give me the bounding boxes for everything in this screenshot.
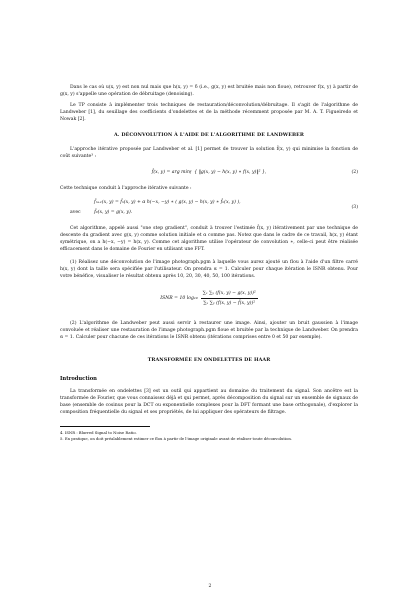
- equation-3-avec: avec: [70, 210, 81, 215]
- equation-2-sub: f: [189, 169, 192, 174]
- equation-3-number: (3): [351, 205, 358, 210]
- equation-isnr-denominator: ∑ₓ ∑ᵧ (f(x, y) − f̂(x, y))²: [203, 300, 256, 306]
- equation-iterative: [60, 197, 358, 219]
- footnote-4: 4. ISNR : Blurred Signal to Noise Ratio.: [60, 430, 137, 435]
- paragraph-landweber-2: Cette technique conduit à l'approche itérative suivante :: [60, 186, 192, 191]
- equation-2-lhs: f̂(x, y) = arg min: [151, 169, 190, 175]
- equation-2-rhs: { ‖g(x, y) − h(x, y) ∗ f(x, y)‖² },: [194, 169, 267, 175]
- section-heading-haar: TRANSFORMÉE EN ONDELETTES DE HAAR: [147, 357, 271, 363]
- paragraph-landweber-3: Cet algorithme, appelé aussi "one step gradient", conduit à trouver l'estimée f̂(x, y) itérativement par une technique de descente du gradient avec g(x, y) comme solution initiale et α comme pas. Notez que dans le cadre de ce travail, h(x, y) étant symétrique, on a h(−x, −y) = h(x, y). Comme cet algorithme utilise l'opérateur de convolution ∗, celle-ci peut être réalisée efficacement dans le domaine de Fourier en utilisant une FFT.: [60, 226, 358, 252]
- footnote-5: 5. En pratique, on doit préalablement estimer ce flou à partir de l'image originale avant de réaliser toute déconvolution.: [60, 435, 293, 441]
- equation-2-number: (2): [351, 169, 358, 175]
- equation-3-line-2-wrap: [70, 209, 132, 216]
- equation-cost-function: [60, 165, 358, 179]
- paragraph-question-2: (2) L'algorithme de Landweber peut aussi servir à restaurer une image. Ainsi, ajouter un bruit gaussien à l'image convoluée et réaliser une restauration de l'image photograph.pgm floue et bruitée par la technique de Landweber. On prendra α = 1. Calculer pour chacune de ces itérations le ISNR obtenu (itérations comprises entre 0 et 50 par exemple).: [60, 321, 358, 340]
- equation-isnr-lhs: ISNR = 10 log₁₀: [160, 295, 198, 301]
- equation-isnr: [60, 284, 358, 312]
- paragraph-intro-2: Le TP consiste à implémenter trois techniques de restauration/déconvolution/débruitage. Il s'agit de l'algorithme de Landweber [1], du seuillage des coefficients d'ondelettes et de la méthode récemment proposée par M. A. T. Figueiredo et Nowak [2].: [60, 103, 358, 122]
- paragraph-landweber-1: L'approche itérative proposée par Landweber et al. [1] permet de trouver la solution f̂(x, y) qui minimise la fonction de coût suivante³ :: [60, 147, 358, 159]
- footnote-rule: [60, 426, 150, 427]
- equation-isnr-numerator: ∑ₓ ∑ᵧ (f(x, y) − g(x, y))²: [201, 290, 258, 299]
- paragraph-haar-1: La transformée en ondelettes [3] est un outil qui appartient au domaine du traitement du signal. Son ancêtre est la transformée de Fourier, que vous connaissez déjà et qui permet, après décomposition du signal sur un ensemble de signaux de base (ensemble de cosinus pour la DCT ou exponentielle complexes pour la DFT formant une base orthogonale), d'explorer la composition fréquentielle du signal et ses propriétés, de lui appliquer des opérateurs de filtrage.: [60, 389, 358, 415]
- equation-3-line-2: f̂₀(x, y) = g(x, y).: [94, 210, 133, 215]
- page-number: 2: [208, 584, 212, 589]
- subsection-heading-introduction: Introduction: [60, 376, 97, 382]
- paragraph-intro-1: Dans le cas où u(x, y) est non nul mais que h(x, y) = δ (i.e., g(x, y) est bruitée mais non floue), retrouver f(x, y) à partir de g(x, y) s'appelle une opération de débruitage (denoising).: [60, 85, 358, 97]
- equation-3-line-1: f̂ₙ₊₁(x, y) = f̂ₙ(x, y) + α h(−x, −y) ∗ ( g(x, y) − h(x, y) ∗ f̂ₙ(x, y) ),: [94, 200, 241, 205]
- paragraph-question-1: (1) Réalisez une déconvolution de l'image photograph.pgm à laquelle vous aurez ajouté un flou à l'aide d'un filtre carré h(x, y) dont la taille sera spécifiée par l'utilisateur. On prendra α = 1. Calculer pour chaque itération le ISNR obtenu. Pour votre bénéfice, visualiser le résultat obtenu après 10, 20, 30, 40, 50, 100 itérations.: [60, 260, 358, 279]
- section-heading-landweber: A. DÉCONVOLUTION À L'AIDE DE L'ALGORITHME DE LANDWEBER: [113, 132, 305, 138]
- equation-isnr-fraction: [201, 290, 258, 307]
